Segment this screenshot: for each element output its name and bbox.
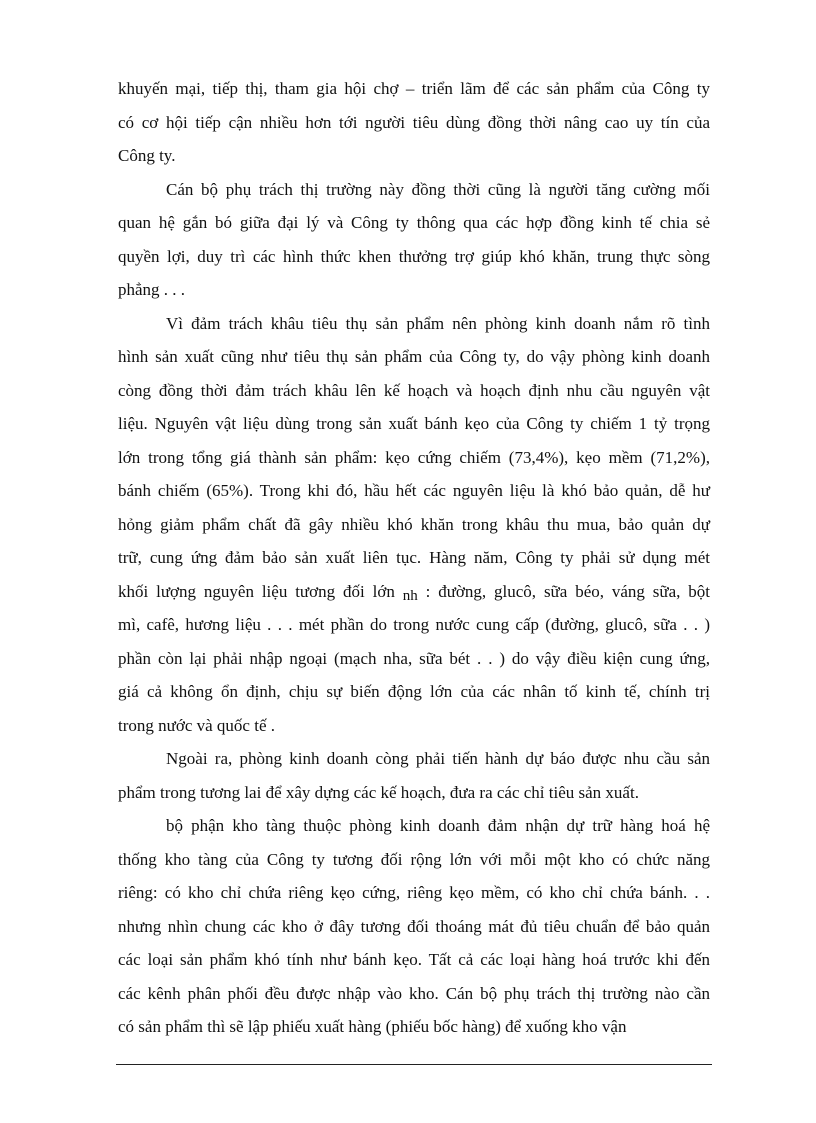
text-line: phẳng . . .	[118, 280, 186, 299]
text-line: phẩm trong tương lai để xây dựng các kế hoạch, đưa ra các chỉ tiêu sản xuất.	[118, 782, 639, 802]
text-line: riêng: có kho chỉ chứa riêng kẹo cứng, riêng kẹo mềm, có kho chỉ chứa bánh. . .	[118, 883, 710, 902]
text-line: thống kho tàng của Công ty tương đối rộng lớn với mỗi một kho có chức năng	[118, 849, 710, 869]
text-line: lớn trong tổng giá thành sản phẩm: kẹo cứng chiếm (73,4%), kẹo mềm (71,2%),	[118, 447, 710, 467]
text-line: hình sản xuất cũng như tiêu thụ sản phẩm của Công ty, do vậy phòng kinh doanh	[118, 347, 710, 366]
text-line: Vì đảm trách khâu tiêu thụ sản phẩm nên phòng kinh doanh nắm rõ tình	[166, 313, 710, 333]
text-line: nhưng nhìn chung các kho ở đây tương đối thoáng mát đủ tiêu chuẩn để bảo quản	[118, 916, 710, 936]
text-line: còng đồng thời đảm trách khâu lên kế hoạch và hoạch định nhu cầu nguyên vật	[118, 380, 710, 400]
text-line: Cán bộ phụ trách thị trường này đồng thời cũng là người tăng cường mối	[166, 179, 710, 199]
text-line: trong nước và quốc tế .	[118, 715, 275, 735]
subscript-nh: nh	[402, 587, 418, 604]
text-line: mì, cafê, hương liệu . . . mét phần do trong nước cung cấp (đường, glucô, sữa . . )	[118, 615, 710, 634]
text-line: phần còn lại phải nhập ngoại (mạch nha, sữa bét . . ) do vậy điều kiện cung ứng,	[118, 648, 710, 668]
text-line: bộ phận kho tàng thuộc phòng kinh doanh đảm nhận dự trữ hàng hoá hệ	[166, 816, 710, 835]
line-part-after: : đường, glucô, sữa béo, váng sữa, bột	[425, 581, 711, 601]
text-line: Công ty.	[118, 146, 176, 165]
text-line: các loại sản phẩm khó tính như bánh kẹo. Tất cả các loại hàng hoá trước khi đến	[118, 950, 710, 969]
footer-divider	[116, 1064, 712, 1065]
body-text	[118, 72, 710, 1044]
text-line: liệu. Nguyên vật liệu dùng trong sản xuất bánh kẹo của Công ty chiếm 1 tỷ trọng	[118, 414, 710, 433]
text-line: có sản phẩm thì sẽ lập phiếu xuất hàng (phiếu bốc hàng) để xuống kho vận	[118, 1017, 627, 1036]
text-line: hỏng giảm phẩm chất đã gây nhiều khó khăn trong khâu thu mua, bảo quản dự	[118, 514, 710, 534]
text-line-with-subscript	[118, 575, 710, 609]
line-part-before: khối lượng nguyên liệu tương đối lớn	[118, 581, 395, 601]
text-line: các kênh phân phối đều được nhập vào kho. Cán bộ phụ trách thị trường nào cần	[118, 983, 710, 1003]
text-line: giá cả không ổn định, chịu sự biến động lớn của các nhân tố kinh tế, chính trị	[118, 682, 710, 701]
text-line: bánh chiếm (65%). Trong khi đó, hầu hết các nguyên liệu là khó bảo quản, dễ hư	[118, 481, 710, 500]
text-line: quan hệ gắn bó giữa đại lý và Công ty thông qua các hợp đồng kinh tế chia sẻ	[118, 213, 710, 232]
text-line: quyền lợi, duy trì các hình thức khen thưởng trợ giúp khó khăn, trung thực sòng	[118, 246, 710, 266]
text-line: khuyến mại, tiếp thị, tham gia hội chợ – triển lãm để các sản phẩm của Công ty	[118, 79, 710, 98]
text-line: có cơ hội tiếp cận nhiều hơn tới người tiêu dùng đồng thời nâng cao uy tín của	[118, 112, 710, 132]
text-line: trữ, cung ứng đảm bảo sản xuất liên tục. Hàng năm, Công ty phải sử dụng mét	[118, 548, 710, 567]
text-line: Ngoài ra, phòng kinh doanh còng phải tiến hành dự báo được nhu cầu sản	[166, 749, 710, 768]
